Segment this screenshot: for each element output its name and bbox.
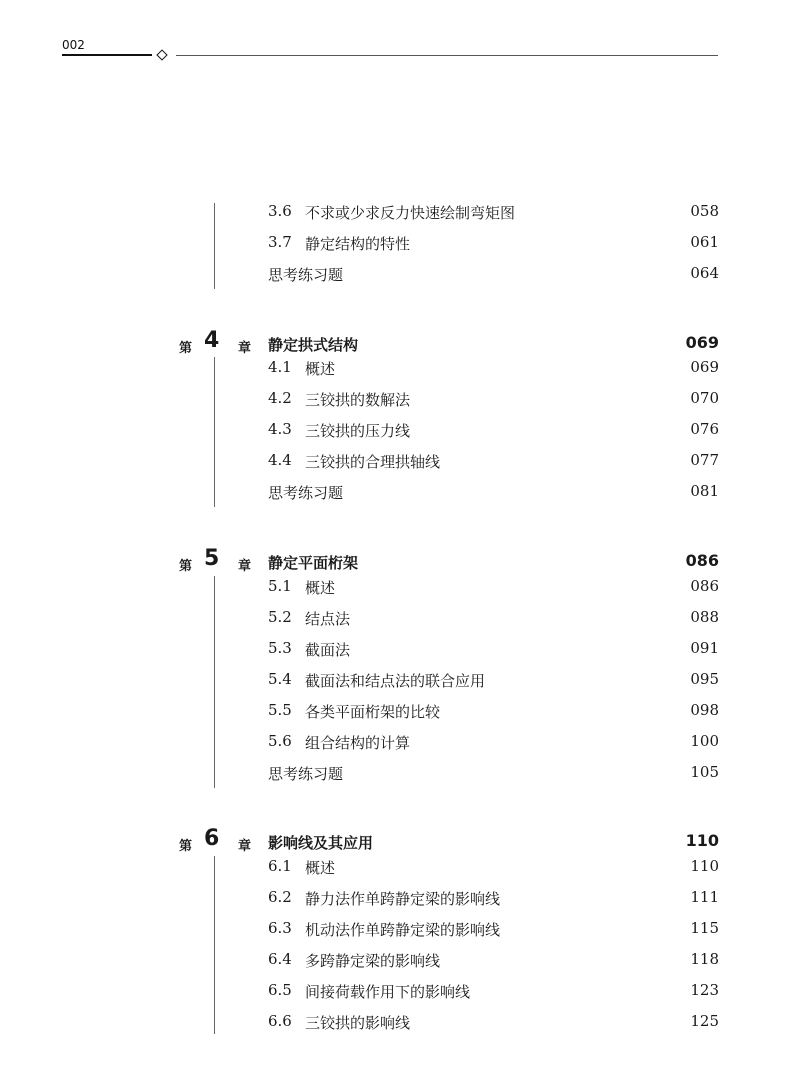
- entry-number: 4.1: [268, 358, 292, 376]
- entry-number: 3.7: [268, 233, 292, 251]
- chapter-page: 086: [685, 551, 719, 570]
- toc-entry[interactable]: [0, 701, 790, 723]
- entry-page: 081: [690, 482, 719, 500]
- entry-number: 5.3: [268, 639, 292, 657]
- entry-page: 086: [690, 577, 719, 595]
- entry-page: 076: [690, 420, 719, 438]
- toc-entry[interactable]: [0, 888, 790, 910]
- entry-title: 概述: [305, 579, 336, 597]
- entry-page: 061: [690, 233, 719, 251]
- header-rule-thick: [62, 54, 152, 56]
- entry-title: 思考练习题: [268, 266, 344, 284]
- header-rule-thin: [176, 55, 718, 56]
- toc-divider-line: [214, 856, 215, 1034]
- page-header: [0, 0, 790, 70]
- entry-page: 098: [690, 701, 719, 719]
- chapter-number: 4: [204, 328, 220, 353]
- entry-title: 间接荷载作用下的影响线: [305, 983, 471, 1001]
- entry-title: 机动法作单跨静定梁的影响线: [305, 921, 501, 939]
- entry-page: 123: [690, 981, 719, 999]
- entry-number: 6.2: [268, 888, 292, 906]
- chapter-prefix: 第: [179, 559, 193, 574]
- toc-entry[interactable]: [0, 1012, 790, 1034]
- entry-page: 077: [690, 451, 719, 469]
- entry-title: 截面法和结点法的联合应用: [305, 672, 486, 690]
- entry-title: 多跨静定梁的影响线: [305, 952, 441, 970]
- entry-title: 结点法: [305, 610, 351, 628]
- entry-title: 三铰拱的合理拱轴线: [305, 453, 441, 471]
- toc-entry[interactable]: [0, 420, 790, 442]
- chapter-number: 6: [204, 826, 220, 851]
- toc-entry[interactable]: [0, 857, 790, 879]
- toc-entry[interactable]: [0, 264, 790, 286]
- entry-number: 5.5: [268, 701, 292, 719]
- chapter-suffix: 章: [238, 839, 252, 854]
- entry-title: 组合结构的计算: [305, 734, 411, 752]
- chapter-title: 静定平面桁架: [268, 554, 359, 572]
- entry-number: 6.3: [268, 919, 292, 937]
- entry-page: 110: [690, 857, 719, 875]
- toc-entry[interactable]: [0, 919, 790, 941]
- entry-title: 思考练习题: [268, 765, 344, 783]
- entry-number: 6.4: [268, 950, 292, 968]
- toc-entry[interactable]: [0, 950, 790, 972]
- diamond-icon: [156, 49, 167, 60]
- entry-page: 118: [690, 950, 719, 968]
- toc-entry[interactable]: [0, 981, 790, 1003]
- toc-entry[interactable]: [0, 233, 790, 255]
- entry-page: 070: [690, 389, 719, 407]
- toc-entry[interactable]: [0, 202, 790, 224]
- entry-page: 088: [690, 608, 719, 626]
- chapter-suffix: 章: [238, 559, 252, 574]
- entry-number: 5.4: [268, 670, 292, 688]
- entry-title: 三铰拱的影响线: [305, 1014, 411, 1032]
- chapter-heading[interactable]: [0, 826, 790, 854]
- chapter-page: 069: [685, 333, 719, 352]
- entry-number: 4.4: [268, 451, 292, 469]
- entry-number: 4.2: [268, 389, 292, 407]
- entry-number: 5.1: [268, 577, 292, 595]
- entry-page: 095: [690, 670, 719, 688]
- toc-entry[interactable]: [0, 451, 790, 473]
- chapter-title: 静定拱式结构: [268, 336, 359, 354]
- chapter-prefix: 第: [179, 839, 193, 854]
- entry-title: 思考练习题: [268, 484, 344, 502]
- entry-page: 111: [690, 888, 719, 906]
- entry-number: 5.2: [268, 608, 292, 626]
- entry-number: 4.3: [268, 420, 292, 438]
- chapter-suffix: 章: [238, 341, 252, 356]
- page-number: 002: [62, 38, 85, 52]
- entry-number: 6.1: [268, 857, 292, 875]
- entry-title: 静定结构的特性: [305, 235, 411, 253]
- toc-entry[interactable]: [0, 763, 790, 785]
- toc-entry[interactable]: [0, 639, 790, 661]
- toc-entry[interactable]: [0, 608, 790, 630]
- entry-number: 6.6: [268, 1012, 292, 1030]
- entry-number: 6.5: [268, 981, 292, 999]
- entry-page: 115: [690, 919, 719, 937]
- chapter-page: 110: [685, 831, 719, 850]
- toc-entry[interactable]: [0, 358, 790, 380]
- entry-title: 三铰拱的压力线: [305, 422, 411, 440]
- chapter-prefix: 第: [179, 341, 193, 356]
- entry-page: 069: [690, 358, 719, 376]
- entry-title: 概述: [305, 360, 336, 378]
- entry-title: 各类平面桁架的比较: [305, 703, 441, 721]
- toc-entry[interactable]: [0, 482, 790, 504]
- entry-page: 058: [690, 202, 719, 220]
- entry-page: 064: [690, 264, 719, 282]
- toc-entry[interactable]: [0, 389, 790, 411]
- entry-title: 截面法: [305, 641, 351, 659]
- entry-title: 不求或少求反力快速绘制弯矩图: [305, 204, 516, 222]
- entry-page: 105: [690, 763, 719, 781]
- chapter-number: 5: [204, 546, 220, 571]
- entry-number: 3.6: [268, 202, 292, 220]
- chapter-title: 影响线及其应用: [268, 834, 374, 852]
- entry-title: 三铰拱的数解法: [305, 391, 411, 409]
- chapter-heading[interactable]: [0, 546, 790, 574]
- entry-title: 概述: [305, 859, 336, 877]
- toc-entry[interactable]: [0, 732, 790, 754]
- entry-page: 091: [690, 639, 719, 657]
- entry-page: 125: [690, 1012, 719, 1030]
- entry-title: 静力法作单跨静定梁的影响线: [305, 890, 501, 908]
- entry-page: 100: [690, 732, 719, 750]
- toc-entry[interactable]: [0, 577, 790, 599]
- chapter-heading[interactable]: [0, 328, 790, 356]
- toc-entry[interactable]: [0, 670, 790, 692]
- entry-number: 5.6: [268, 732, 292, 750]
